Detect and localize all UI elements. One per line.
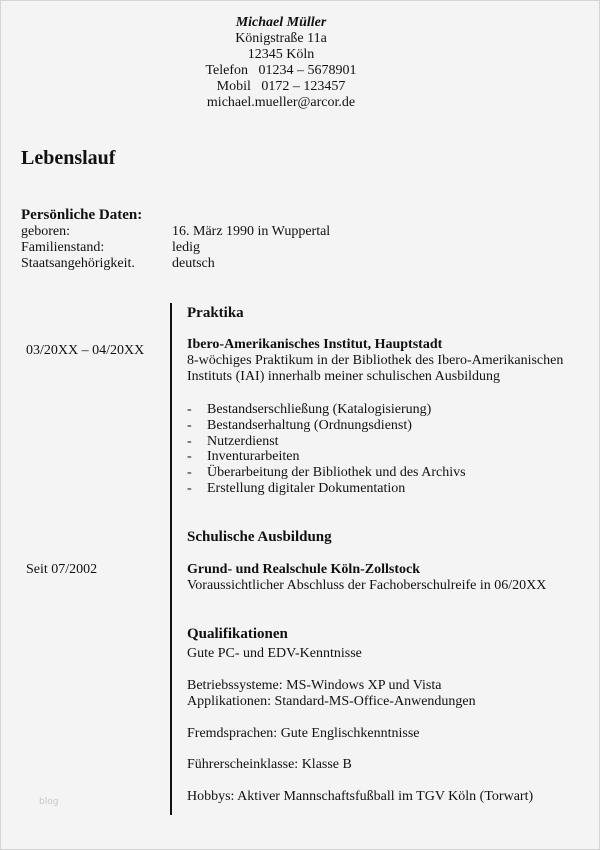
row-label: Familienstand:: [21, 240, 105, 255]
qual-hobbies: Hobbys: Aktiver Mannschaftsfußball im TGV Köln (Torwart): [187, 789, 534, 804]
row-label: Staatsangehörigkeit.: [21, 256, 135, 271]
page-title: Lebenslauf: [21, 147, 116, 169]
school-name: Grund- und Realschule Köln-Zollstock: [187, 562, 420, 577]
applicant-name: Michael Müller: [235, 15, 327, 30]
qual-os: Betriebssysteme: MS-Windows XP und Vista: [187, 678, 442, 693]
dash-bullet-icon: -: [187, 402, 192, 417]
personal-row-birth: [21, 224, 421, 240]
list-item: [187, 418, 466, 434]
school-heading: Schulische Ausbildung: [187, 529, 332, 545]
qual-pc: Gute PC- und EDV-Kenntnisse: [187, 646, 362, 661]
row-value: ledig: [172, 240, 200, 255]
praktika-date: 03/20XX – 04/20XX: [26, 343, 145, 358]
city: 12345 Köln: [247, 47, 315, 62]
list-item: [187, 465, 466, 481]
watermark: blog: [39, 797, 59, 807]
school-desc: Voraussichtlicher Abschluss der Fachoberschulreife in 06/20XX: [187, 578, 547, 593]
task-text: Bestandserschließung (Katalogisierung): [207, 402, 432, 417]
dash-bullet-icon: -: [187, 480, 192, 496]
timeline-divider: [170, 303, 172, 815]
praktika-desc-1: 8-wöchiges Praktikum in der Bibliothek des Ibero-Amerikanischen: [187, 353, 564, 368]
contact-header: [1, 15, 561, 111]
dash-bullet-icon: -: [187, 417, 192, 433]
personal-row-marital: [21, 240, 421, 256]
street-address: Königstraße 11a: [235, 31, 327, 46]
personal-row-nationality: [21, 256, 421, 272]
qualifications-heading: Qualifikationen: [187, 626, 288, 642]
list-item: [187, 449, 466, 465]
dash-bullet-icon: -: [187, 433, 192, 449]
task-text: Bestandserhaltung (Ordnungsdienst): [207, 417, 412, 433]
list-item: [187, 434, 466, 450]
praktika-heading: Praktika: [187, 305, 244, 321]
list-item: [187, 402, 466, 418]
dash-bullet-icon: -: [187, 465, 192, 481]
qual-apps: Applikationen: Standard-MS-Office-Anwendungen: [187, 694, 476, 709]
task-text: Überarbeitung der Bibliothek und des Archivs: [207, 465, 466, 481]
qual-license: Führerscheinklasse: Klasse B: [187, 757, 352, 772]
row-value: deutsch: [172, 256, 215, 271]
task-text: Inventurarbeiten: [207, 449, 300, 465]
email: michael.mueller@arcor.de: [206, 95, 356, 110]
row-value: 16. März 1990 in Wuppertal: [172, 224, 331, 239]
school-date: Seit 07/2002: [26, 562, 98, 577]
row-label: geboren:: [21, 224, 70, 239]
qual-languages: Fremdsprachen: Gute Englischkenntnisse: [187, 726, 420, 741]
personal-data-heading: Persönliche Daten:: [21, 207, 143, 223]
praktika-desc-2: Instituts (IAI) innerhalb meiner schulischen Ausbildung: [187, 369, 500, 384]
phone: Telefon 01234 – 5678901: [205, 63, 357, 78]
task-text: Erstellung digitaler Dokumentation: [207, 480, 406, 496]
praktika-task-list: [187, 402, 466, 497]
mobile: Mobil 0172 – 123457: [216, 79, 346, 94]
task-text: Nutzerdienst: [207, 433, 279, 449]
praktika-institution: Ibero-Amerikanisches Institut, Hauptstadt: [187, 337, 443, 352]
dash-bullet-icon: -: [187, 449, 192, 465]
list-item: [187, 481, 466, 497]
